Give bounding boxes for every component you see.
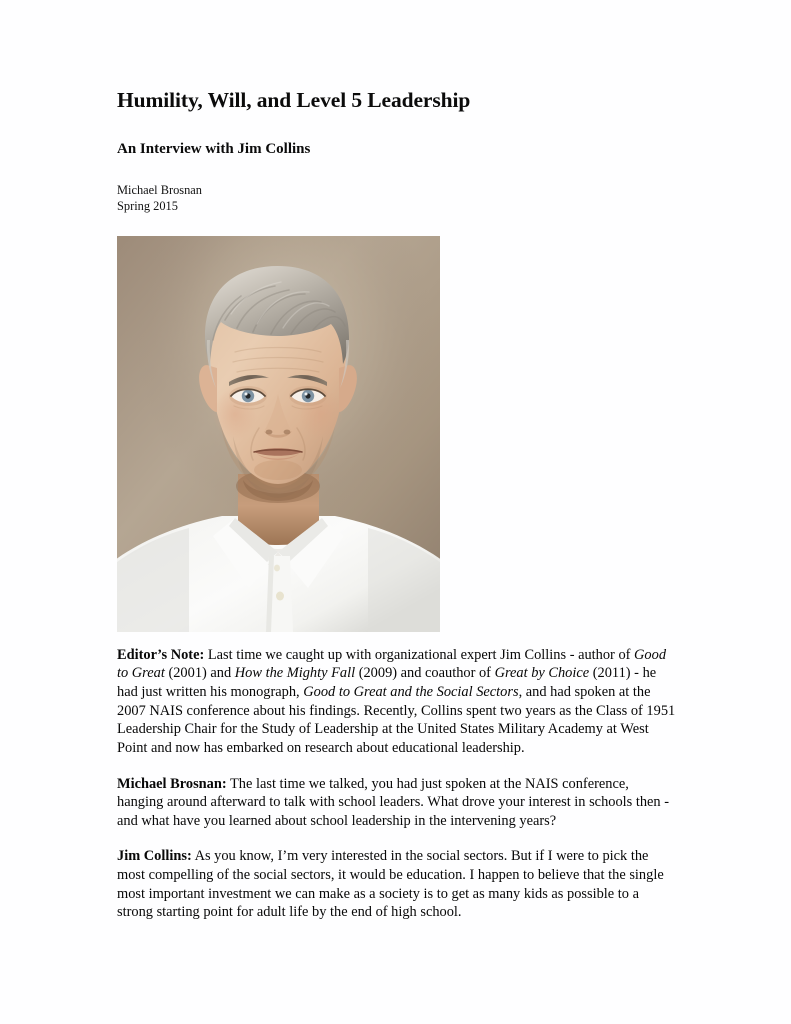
page-subtitle: An Interview with Jim Collins — [117, 140, 311, 157]
book-title: How the Mighty Fall — [234, 665, 356, 682]
paragraph-text: Last time we caught up with organizational expert Jim Collins - author of Good to Great (2001) and How the Mighty Fall (2009) and coauthor of Great by Choice (2011) - he had just written his monograph, Good to Great and the Social Sectors, and had spoken at the 2007 NAIS conference about his findings. Recently, Collins spent two years as the Class of 1951 Leadership Chair for the Study of Leadership at the United States Military Academy at West Point and now has embarked on research about educational leadership. — [117, 646, 676, 756]
byline — [117, 182, 677, 215]
book-title: Good to Great and the Social Sectors — [303, 684, 519, 700]
speaker-label: Jim Collins: — [117, 848, 192, 865]
paragraph-jim-collins — [117, 847, 677, 922]
page-title: Humility, Will, and Level 5 Leadership — [117, 88, 471, 112]
byline-date: Spring 2015 — [117, 199, 178, 214]
paragraph-text: As you know, I’m very interested in the social sectors. But if I were to pick the most compelling of the social sectors, it would be education. I happen to believe that the single most important investment we can make as a society is to get as many kids as possible to a strong starting point for adult life by the end of high school. — [117, 848, 664, 921]
paragraph-text: The last time we talked, you had just spoken at the NAIS conference, hanging around afterward to talk with school leaders. What drove your interest in schools then - and what have you learned about school leadership in the intervening years? — [117, 775, 670, 829]
portrait-photo-image — [117, 236, 440, 632]
paragraph-michael-brosnan — [117, 775, 677, 831]
paragraph-editors-note — [117, 646, 677, 758]
book-title: Great by Choice — [494, 665, 590, 682]
book-title: Good to Great — [117, 646, 667, 682]
article-body — [117, 646, 677, 922]
document-content — [117, 88, 677, 922]
speaker-label: Editor’s Note: — [117, 646, 205, 663]
portrait-photo — [117, 236, 440, 632]
byline-author: Michael Brosnan — [117, 182, 202, 197]
speaker-label: Michael Brosnan: — [117, 775, 227, 792]
